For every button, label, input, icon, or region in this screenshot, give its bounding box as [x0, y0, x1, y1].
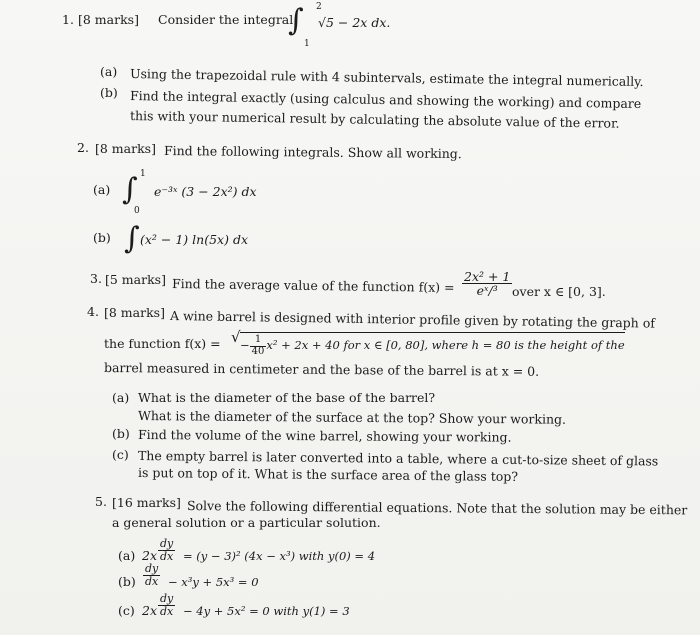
q5-line2: a general solution or a particular solution.: [112, 515, 381, 530]
q5a-dx: dx: [160, 549, 174, 563]
q4a-line2: What is the diameter of the surface at the top? Show your working.: [137, 408, 567, 427]
q5b-rhs: − x³y + 5x³ = 0: [168, 575, 259, 589]
q5c-dy: dy: [160, 592, 174, 605]
q4-number: 4.: [87, 304, 99, 319]
q3-tail: over x ∈ [0, 3].: [512, 284, 606, 299]
q1b-label: (b): [100, 85, 118, 100]
q4b-label: (b): [112, 426, 130, 441]
q3-marks: [5 marks]: [105, 272, 166, 287]
q5b-derivative: [143, 563, 160, 587]
q5a-pre: 2x: [142, 548, 158, 563]
q5c-derivative: [158, 593, 175, 617]
q5b-dy: dy: [145, 562, 159, 575]
q4-frac-num: 1: [250, 335, 267, 347]
q5-marks: [16 marks]: [112, 495, 181, 510]
q4-line3: barrel measured in centimeter and the base of the barrel is at x = 0.: [103, 360, 540, 379]
q4-marks: [8 marks]: [104, 305, 165, 320]
q1-upper-limit: 2: [316, 2, 322, 12]
q4c-label: (c): [112, 447, 129, 462]
q5a-label: (a): [118, 548, 136, 563]
q2b-integrand: (x² − 1) ln(5x) dx: [140, 232, 248, 247]
q5-number: 5.: [95, 494, 107, 509]
q2b-label: (b): [93, 230, 111, 245]
q2a-label: (a): [93, 182, 111, 197]
q5a-derivative: [158, 538, 175, 562]
q2-marks: [8 marks]: [95, 141, 156, 156]
q1-marks: [8 marks]: [78, 12, 139, 27]
q5a-rhs: = (y − 3)² (4x − x³) with y(0) = 4: [183, 549, 376, 563]
q4c-line2: is put on top of it. What is the surface area of the glass top?: [137, 465, 519, 484]
q5c-dx: dx: [160, 604, 174, 618]
q4-minus: −: [240, 338, 250, 352]
q5b-label: (b): [118, 574, 136, 589]
q3-fraction: [462, 270, 512, 297]
q1-integral-sign: ∫: [288, 3, 304, 38]
q2b-integral-sign: ∫: [124, 221, 140, 256]
q4-line2-lead: the function f(x) =: [104, 336, 221, 351]
q2a-integrand: e⁻³ˣ (3 − 2x²) dx: [154, 184, 257, 199]
q5-line1: Solve the following differential equations. Note that the solution may be either: [186, 498, 688, 518]
q4-sqrt-body: [240, 332, 625, 357]
q4-sqrt-sign: √: [231, 328, 241, 346]
q2a-integral-sign: ∫: [122, 172, 138, 207]
q4-frac-den: 40: [251, 345, 265, 357]
q1b-text-line1: Find the integral exactly (using calculus and showing the working) and compare: [129, 88, 642, 112]
q5a-dy: dy: [160, 537, 174, 550]
q3-fraction-numerator: 2x² + 1: [464, 269, 511, 284]
q1-lead: Consider the integral: [158, 12, 294, 27]
q5c-label: (c): [118, 603, 135, 618]
q4a-label: (a): [112, 390, 130, 405]
q4-line2-rest: x² + 2x + 40 for x ∈ [0, 80], where h = 80 is the height of the: [266, 338, 625, 352]
q4b-text: Find the volume of the wine barrel, showing your working.: [137, 427, 512, 445]
q2a-upper-limit: 1: [140, 169, 146, 179]
q1b-text-line2: this with your numerical result by calculating the absolute value of the error.: [129, 108, 620, 131]
q4a-line1: What is the diameter of the base of the barrel?: [138, 390, 436, 405]
q4-line1: A wine barrel is designed with interior profile given by rotating the graph of: [169, 308, 656, 331]
q1-lower-limit: 1: [304, 39, 310, 49]
q5c-pre: 2x: [142, 603, 158, 618]
q3-lead: Find the average value of the function f(x) =: [171, 276, 455, 295]
q2a-lower-limit: 0: [134, 206, 140, 216]
q1a-text: Using the trapezoidal rule with 4 subintervals, estimate the integral numerically.: [129, 66, 644, 90]
q1a-label: (a): [100, 64, 118, 79]
q5b-dx: dx: [145, 574, 159, 588]
q5c-rhs: − 4y + 5x² = 0 with y(1) = 3: [183, 604, 350, 618]
q1-integrand: √5 − 2x dx.: [318, 15, 391, 30]
q3-number: 3.: [90, 271, 102, 286]
q4c-line1: The empty barrel is later converted into a table, where a cut-to-size sheet of glass: [137, 448, 659, 469]
q2-lead: Find the following integrals. Show all working.: [163, 143, 462, 162]
q1-number: 1.: [62, 12, 74, 27]
q2-number: 2.: [77, 140, 89, 155]
q3-fraction-denominator: eˣ/³: [476, 283, 498, 299]
